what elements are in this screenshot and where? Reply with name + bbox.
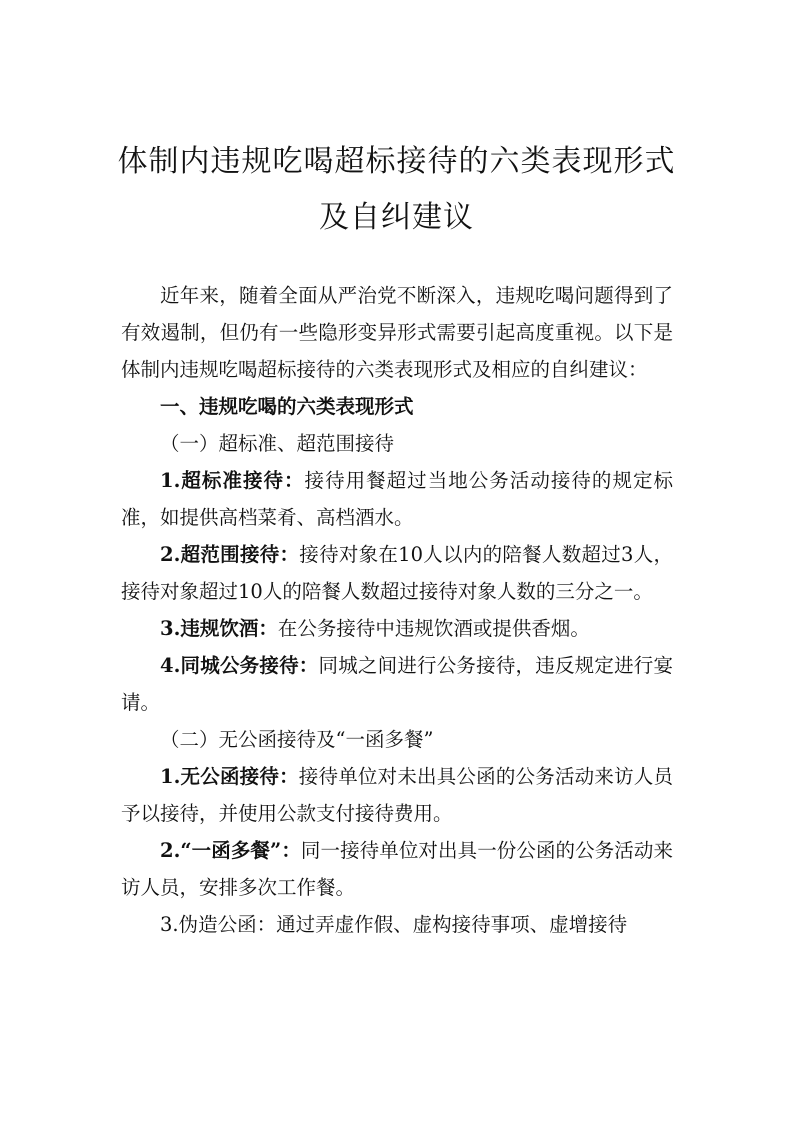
list-item [121,647,673,721]
item-text: 同城之间进行公务接待，违反规定进行宴请。 [121,654,673,714]
subsection-heading: （二）无公函接待及“一函多餐” [160,728,434,751]
item-label: 2.“一函多餐”： [160,839,301,862]
subsection-heading: （一）超标准、超范围接待 [160,432,395,455]
list-item [121,610,673,647]
item-text: 接待用餐超过当地公务活动接待的规定标准，如提供高档菜肴、高档酒水。 [121,469,673,529]
item-label: 2.超范围接待： [160,543,300,566]
item-text: 3.伪造公函：通过弄虚作假、虚构接待事项、虚增接待 [160,913,628,936]
item-text: 同一接待单位对出具一份公函的公务活动来访人员，安排多次工作餐。 [121,839,673,899]
list-item [121,906,673,943]
title-line-1: 体制内违规吃喝超标接待的六类表现形式 [117,144,676,179]
item-text: 接待对象在10人以内的陪餐人数超过3人，接待对象超过10人的陪餐人数超过接待对象人数的三分之一。 [121,543,673,603]
section-heading: 一、违规吃喝的六类表现形式 [160,395,414,418]
item-label: 4.同城公务接待： [160,654,319,677]
item-label: 1.无公函接待： [160,765,299,788]
item-text: 在公务接待中违规饮酒或提供香烟。 [277,617,590,640]
list-item [121,536,673,610]
item-text: 接待单位对未出具公函的公务活动来访人员予以接待，并使用公款支付接待费用。 [121,765,673,825]
item-label: 1.超标准接待： [160,469,305,492]
intro-paragraph: 近年来，随着全面从严治党不断深入，违规吃喝问题得到了有效遏制，但仍有一些隐形变异形式需要引起高度重视。以下是体制内违规吃喝超标接待的六类表现形式及相应的自纠建议： [121,284,673,381]
item-label: 3.违规饮酒： [160,617,278,640]
list-item [121,832,673,906]
list-item [121,758,673,832]
title-line-2: 及自纠建议 [319,200,474,235]
document-body [121,277,673,943]
list-item [121,462,673,536]
